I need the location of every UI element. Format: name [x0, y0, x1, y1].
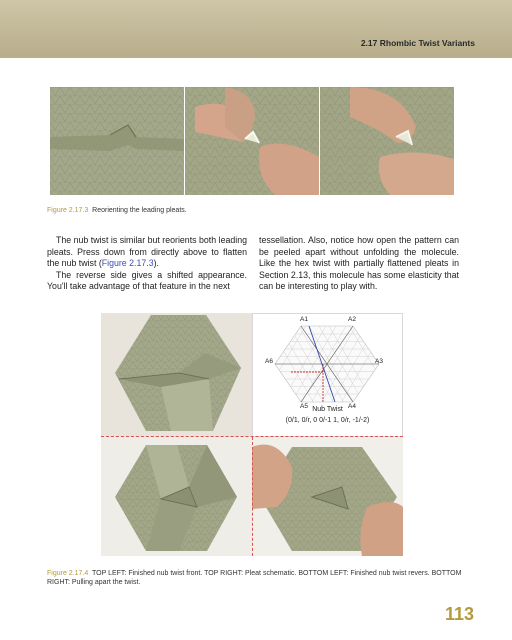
photo-pressing-nub [185, 87, 319, 195]
vertex-label: A1 [300, 316, 308, 323]
photo-flattened-nub [320, 87, 454, 195]
figure-caption-text: TOP LEFT: Finished nub twist front. TOP RIGHT: Pleat schematic. BOTTOM LEFT: Finished nub twist revers. BOTTOM RIGHT: Pulling apart the twist. [47, 570, 462, 586]
photo-pleats-before [50, 87, 184, 195]
vertex-label: A3 [375, 358, 383, 365]
paragraph [47, 235, 247, 270]
figure-link[interactable]: Figure 2.17.3 [101, 258, 154, 269]
pleat-schematic [252, 313, 403, 437]
paragraph-text: The nub twist is similar but reorients both leading pleats. Press down from directly above to flatten the nub twist ( [47, 235, 247, 269]
photo-pulling-apart [252, 437, 403, 556]
paragraph: The reverse side gives a shifted appearance. You'll take advantage of that feature in the next [47, 269, 247, 292]
figure-caption-text: Reorienting the leading pleats. [92, 207, 187, 214]
vertex-label: A2 [348, 316, 356, 323]
vertex-label: A6 [265, 358, 273, 365]
figure-caption-2-17-4 [47, 569, 467, 587]
vertex-label: A5 [300, 403, 308, 410]
schematic-title: Nub Twist [312, 406, 343, 413]
body-column-right [259, 235, 459, 293]
paragraph: tessellation. Also, notice how open the pattern can be peeled apart without unfolding the molecule. Like the hex twist with partially flattened pleats in Section 2.13, this molecule has some elasticity that can be interesting to play with. [259, 235, 459, 292]
schematic-notation: (0/1, 0/r, 0 0/-1 1, 0/r, -1/-2) [285, 417, 370, 424]
figure-number: Figure 2.17.3 [47, 207, 89, 214]
page-number: 113 [444, 604, 474, 624]
photo-nub-twist-front [101, 313, 252, 437]
body-column-left [47, 235, 247, 293]
figure-caption-2-17-3 [47, 206, 187, 215]
vertex-label: A4 [348, 403, 356, 410]
paragraph-text: ). [153, 258, 159, 269]
figure-number: Figure 2.17.4 [47, 570, 89, 577]
figure-divider-vertical [252, 437, 253, 556]
header-band [0, 0, 512, 58]
photo-nub-twist-reverse [101, 437, 252, 556]
section-title: 2.17 Rhombic Twist Variants [360, 38, 475, 48]
